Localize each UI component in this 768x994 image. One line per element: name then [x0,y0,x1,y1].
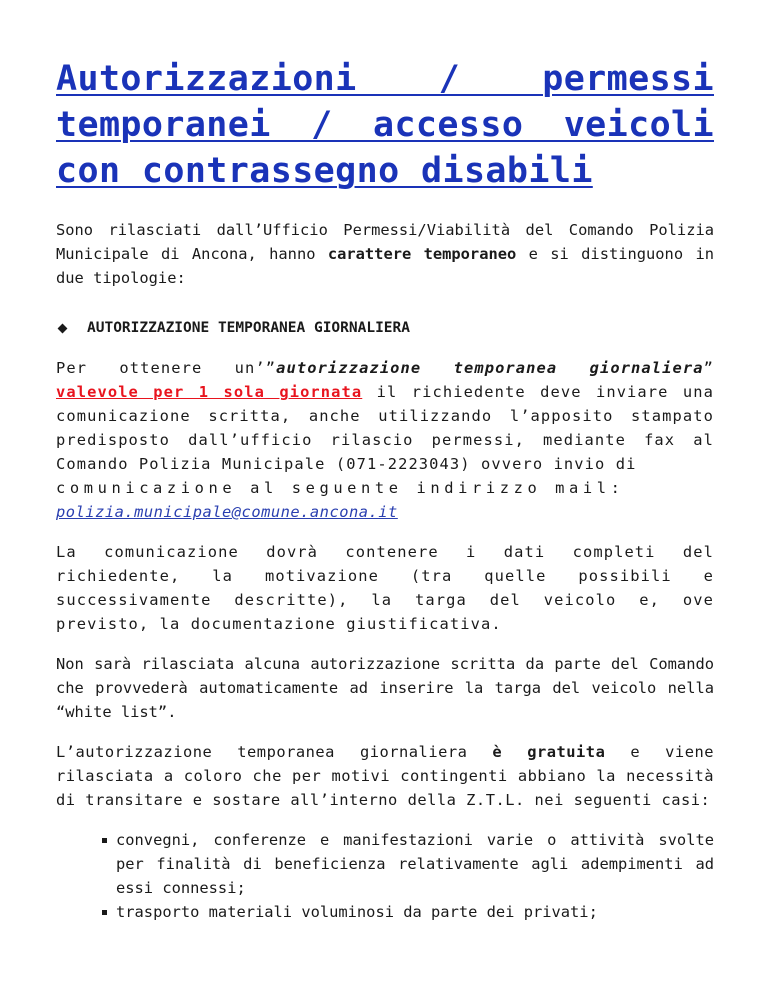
paragraph-gratuita [56,740,714,812]
paragraph-white-list: Non sarà rilasciata alcuna autorizzazione scritta da parte del Comando che provvederà automaticamente ad inserire la targa del veicolo nella “white list”. [56,655,714,721]
para1-bold-italic: autorizzazione temporanea giornaliera [276,359,704,377]
paragraph-richiesta [56,356,714,524]
para4-text-after: e viene rilasciata a coloro che per motivi contingenti abbiano la necessità di transitare e sostare all’interno della Z.T.L. nei seguenti casi: [56,743,714,809]
validity-link[interactable]: valevole per 1 sola giornata [56,383,363,401]
intro-paragraph [56,218,714,290]
intro-text-after: e si distinguono in due tipologie: [56,245,714,287]
section-heading [56,316,714,340]
para1-prefix: Per ottenere un’” [56,359,277,377]
page-title[interactable]: Autorizzazioni / permessi temporanei / accesso veicoli con contrassegno disabili [56,59,714,191]
section-heading-text: AUTORIZZAZIONE TEMPORANEA GIORNALIERA [87,320,411,336]
para4-text-before: L’autorizzazione temporanea giornaliera [56,743,493,761]
email-link[interactable]: polizia.municipale@comune.ancona.it [56,503,398,521]
cases-list [56,828,714,924]
para1-suffix: ” [703,359,714,377]
intro-bold: carattere temporaneo [327,245,517,263]
intro-text-before: Sono rilasciati dall’Ufficio Permessi/Viabilità del Comando Polizia Municipale di Ancona, hanno [56,221,714,263]
para4-bold: è gratuita [492,743,606,761]
diamond-icon [58,323,68,333]
paragraph-contenuto: La comunicazione dovrà contenere i dati completi del richiedente, la motivazione (tra quelle possibili e successivamente descritte), la targa del veicolo e, ove previsto, la documentazione giustificativa. [56,543,714,633]
document-page [56,56,714,924]
list-item: trasporto materiali voluminosi da parte dei privati; [108,900,714,924]
para1-last-line: comunicazione al seguente indirizzo mail: [56,479,625,497]
para1-text: il richiedente deve inviare una comunicazione scritta, anche utilizzando l’apposito stampato predisposto dall’ufficio rilascio permessi, mediante fax al Comando Polizia Municipale (071-2223043) ovvero invio di [56,383,714,473]
list-item: convegni, conferenze e manifestazioni varie o attività svolte per finalità di beneficienza relativamente agli adempimenti ad essi connessi; [108,828,714,900]
